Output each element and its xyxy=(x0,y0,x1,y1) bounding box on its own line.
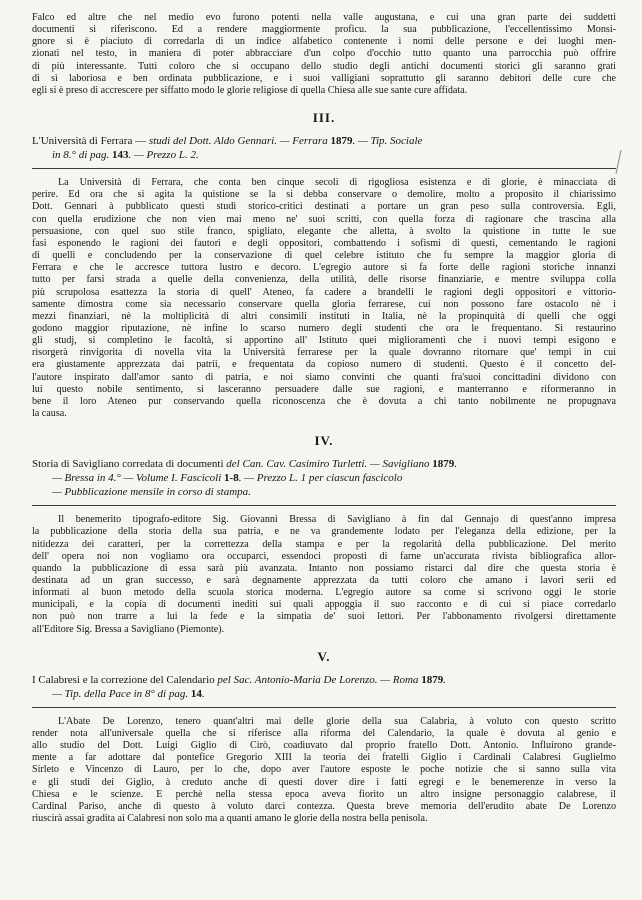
review-section-5 xyxy=(32,649,616,825)
intro-paragraph xyxy=(32,12,616,97)
review-body xyxy=(32,514,616,636)
text-line: destinata ad un gran successo, e sarà degnamente apprezzata da tutti coloro che amano i lavori serii ed xyxy=(32,575,616,586)
review-body xyxy=(32,177,616,420)
text-line: riuscirà assai gradita ai Calabresi non solo ma a quanti amano le glorie della nostra bella penisola. xyxy=(32,813,428,825)
heading-price: . — Prezzo L. 2. xyxy=(128,149,199,162)
text-line: tutto per farsi strada a quelle della convenienza, della utilità, delle risorse finanziarie, e mentre sviluppa colla xyxy=(32,274,616,286)
text-line: Il benemerito tipografo-editore Sig. Giovanni Bressa di Savigliano à fin dal Gennajo di quest'anno impresa xyxy=(58,514,616,526)
heading-format: — Tip. della Pace in 8° di pag. xyxy=(52,687,191,700)
heading-line xyxy=(32,148,616,162)
text-line: e gli studi dei Giglio, à creduto anche di questi dover dire i fatti egregi e le benemerenze in verso la xyxy=(32,776,616,788)
section-numeral: III. xyxy=(312,110,336,126)
heading-line xyxy=(32,673,616,687)
text-line: Dott. Gennari à pubblicato questi studi storico-critici destinati a portare un gran peso sulla controversia. Egli, xyxy=(32,201,616,213)
review-heading xyxy=(32,134,616,162)
heading-rule xyxy=(32,168,616,169)
heading-title: Storia di Savigliano corredata di documenti xyxy=(32,458,227,471)
text-line: più scrupolosa esattezza la storia di quell' Ateneo, fa cadere a brandelli le ragioni degli oppositori e vittorio- xyxy=(32,286,616,298)
text-line: fasi esponendo le ragioni dei fautori e degli oppositori, combattendo i sofismi di questi, cementando le ragioni xyxy=(32,237,616,249)
text-line: Chiesa e le scienze. E perchè nella stessa epoca aveva fiorito un altro insigne personaggio calabrese, il xyxy=(32,788,616,800)
heading-line xyxy=(32,485,616,499)
margin-pencil-mark xyxy=(616,150,622,174)
heading-pages: 14 xyxy=(190,687,202,700)
text-line: godono maggior riputazione, nè infine lo scarso numero degli studenti che ora le frequentano. Si restaurino xyxy=(32,322,616,334)
heading-title: L'Università di Ferrara — xyxy=(32,135,149,148)
heading-line xyxy=(32,471,616,485)
text-line: con quella erudizione che non vien mai meno ne' suoi scritti, con quella forza di ragionare che trascina alla xyxy=(32,213,616,225)
review-heading xyxy=(32,457,616,499)
heading-rule xyxy=(32,707,616,708)
heading-punct: . xyxy=(443,673,446,686)
text-line: Ferrara e che le accresce tuttora lustro e decoro. L'egregio autore si fa forte delle ragioni storiche innanzi xyxy=(32,262,616,274)
text-line: Cardinal Pariso, anche di questo à voluto darci contezza. Questa breve memoria dell'erudito abate De Lorenzo xyxy=(32,800,616,812)
text-line: egli si è preso di accrescere per siffatto modo le glorie religiose di quella Chiesa alle sue sante cure affidata. xyxy=(32,84,468,96)
text-line: di quelli e concludendo per la conservazione di quel celebre istituto che fu sempre la maggior gloria di xyxy=(32,250,616,262)
heading-rule xyxy=(32,505,616,506)
text-line: di più interessante. Tutti coloro che si occupano dello studio degli antichi documenti storici gli saranno grati xyxy=(32,60,616,72)
heading-note: — Pubblicazione mensile in corso di stampa. xyxy=(52,486,251,499)
heading-title: I Calabresi e la correzione del Calendario xyxy=(32,673,218,686)
text-line: render nota all'universale quella che si riferisce alla riforma del Calendario, la quale è dovuta al genio e xyxy=(32,727,616,739)
text-line: dell' opera noi non vogliamo ora occuparci, essendoci proposti di farne un'accurata rivista bibliografica allor- xyxy=(32,550,616,562)
heading-year: 1879 xyxy=(421,673,444,686)
text-line: informati al buon metodo della scuola storica moderna. L'egregio autore sa come si scrivono oggi le storie xyxy=(32,587,616,599)
review-section-3 xyxy=(32,110,616,420)
text-line: la causa. xyxy=(32,408,67,420)
text-line: La Università di Ferrara, che conta ben cinque secoli di rigogliosa esistenza e di glorie, è minacciata di xyxy=(58,177,616,189)
heading-fascicles: 1-8 xyxy=(224,472,239,485)
heading-author: studi del Dott. Aldo Gennari. — Ferrara xyxy=(148,135,331,148)
heading-publisher: . — Tip. Sociale xyxy=(352,135,423,148)
text-line: mezzi finanziari, nè la moltiplicità di altri consimili instituti in Italia, nè la propinquità di quelli che oggi xyxy=(32,310,616,322)
heading-line xyxy=(32,457,616,471)
text-line: la pubblicazione della storia della sua patria, e ne va grandemente lodato per l'eleganza della edizione, per la xyxy=(32,526,616,538)
text-line: Falco ed altre che nel medio evo furono potenti nella valle augustana, e cui una gran parte dei suddetti xyxy=(32,12,616,23)
text-line: di sì laboriosa e ben ordinata pubblicazione, e i suoi valligiani soprattutto gli saranno debitori delle cure che xyxy=(32,72,616,84)
text-line: bene il loro Ateneo pur conservando quella riconoscenza che è dovuta a chi tanto nobilmente ne propugnava xyxy=(32,395,616,407)
review-heading xyxy=(32,673,616,701)
text-line: persuasione, con quel suo stile franco, spigliato, elegante che alletta, à svolto la quistione in tutte le sue xyxy=(32,225,616,237)
text-line: nitidezza dei caratteri, per la correttezza della stampa e per la regolarità della pubblicazione. Del merito xyxy=(32,538,616,550)
heading-year: 1879 xyxy=(330,135,353,148)
page-content xyxy=(32,12,616,825)
text-line: allo studio del Dott. Luigi Giglio di Cirò, coadiuvato dal proprio fratello Dott. Antonio. Influirono grande- xyxy=(32,740,616,752)
review-body xyxy=(32,716,616,825)
text-line: gli studj, si completino le facoltà, si apportino all' Istituto quei miglioramenti che i nuovi tempi esigono e xyxy=(32,335,616,347)
heading-year: 1879 xyxy=(432,458,455,471)
heading-line xyxy=(32,687,616,701)
heading-format: in 8.° di pag. xyxy=(52,149,113,162)
text-line: risorgerà rinvigorita di novella vita la Università ferrarese per la quale dovranno ritornare que' tempi in cui xyxy=(32,347,616,359)
heading-price: . — Prezzo L. 1 per ciascun fascicolo xyxy=(238,472,403,485)
section-numeral: V. xyxy=(317,648,331,664)
heading-pages: 143 xyxy=(112,149,129,162)
text-line: Sirleto e Vincenzo di Lauro, per lo che, dopo aver l'autore esposte le poche notizie che si sanno sulla vita xyxy=(32,764,616,776)
heading-punct: . xyxy=(201,687,205,700)
heading-punct: . xyxy=(454,458,458,471)
text-line: documenti si riferiscono. Ed a rendere maggiormente proficu. la sua pubblicazione, l'eccellentissimo Monsi- xyxy=(32,24,616,36)
text-line: zionati nel testo, in maniera di poter abbracciare d'un colpo d'occhio tutto quanto una parrocchia può offrire xyxy=(32,48,616,60)
text-line: quando la pubblicazione di essa sarà più avanzata. Intanto non possiamo ristarci dal dire che questa storia è xyxy=(32,562,616,574)
heading-format: — Bressa in 4.° — Volume I. Fascicoli xyxy=(52,472,225,485)
section-numeral: IV. xyxy=(314,433,334,449)
text-line: L'Abate De Lorenzo, tenero quant'altri mai delle glorie della sua Calabria, à voluto con questo scritto xyxy=(58,715,616,727)
heading-author: del Can. Cav. Casimiro Turletti. — Savigliano xyxy=(226,458,433,471)
text-line: era giustamente apprezzata dai patrii, e frequentata da copioso numero di studenti. Questo è il concetto del- xyxy=(32,359,616,371)
text-line: l'autore inspirato dall'amor santo di patria, e noi siamo convinti che quanti fra'suoi concittadini dividono con xyxy=(32,371,616,383)
text-line: samente dimostra come sia necessario conservare quella gloria ferrarese, cui non possono fare ostacolo nè i xyxy=(32,298,616,310)
text-line: mente a far adottare dal pontefice Gregorio XIII la teoria dei fratelli Giglio i Cardinali Calabresi Guglielmo xyxy=(32,752,616,764)
heading-author: pel Sac. Antonio-Maria De Lorenzo. — Roma xyxy=(217,673,422,686)
text-line: non può non trarre a lui la fede e la simpatia de' suoi lettori. Per l'abbonamento rivolgersi direttamente xyxy=(32,611,616,623)
review-section-4 xyxy=(32,433,616,636)
text-line: lui questo nobile sentimento, si lasceranno persuadere dalle sue ragioni, e manterranno e riformeranno in xyxy=(32,383,616,395)
text-line: perire. Ed ora che si agita la quistione se la si debba conservare o demolire, molto a proposito il chiarissimo xyxy=(32,189,616,201)
heading-line xyxy=(32,134,616,148)
text-line: municipali, e la copia di documenti inediti sui quali appoggia il suo racconto e di cui si piace corredarlo xyxy=(32,599,616,611)
text-line: gnore si è piaciuto di corredarla di un indice alfabetico contenente i nomi delle persone e dei luoghi men- xyxy=(32,36,616,48)
text-line: all'Editore Sig. Bressa a Savigliano (Piemonte). xyxy=(32,623,225,635)
